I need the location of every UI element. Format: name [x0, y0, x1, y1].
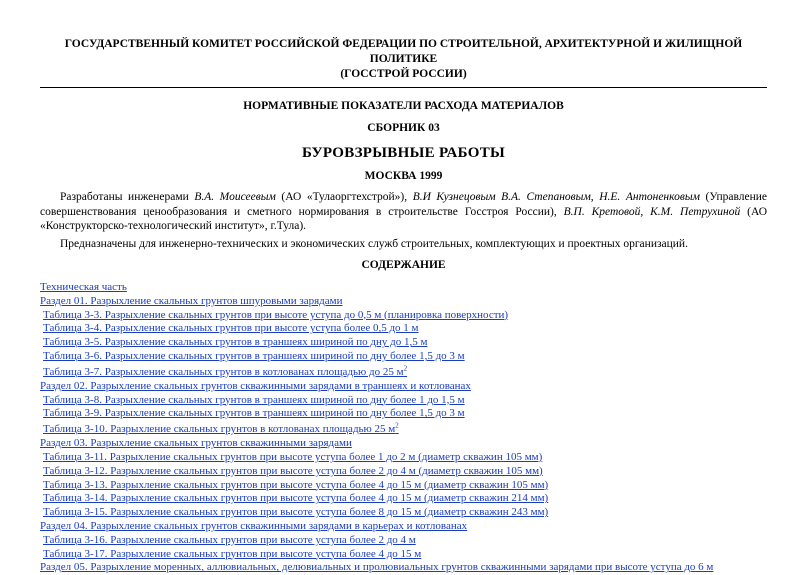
toc-link-table-3-13[interactable]: Таблица 3-13. Разрыхление скальных грунтов при высоте уступа более 4 до 15 м (диаметр скважин 105 мм) — [43, 478, 549, 491]
toc-link-table-3-9[interactable]: Таблица 3-9. Разрыхление скальных грунтов в траншеях шириной по дну более 1,5 до 3 м — [43, 407, 465, 420]
toc-link-section-01[interactable]: Раздел 01. Разрыхление скальных грунтов шпуровыми зарядами — [40, 294, 343, 307]
toc-link-table-3-6[interactable]: Таблица 3-6. Разрыхление скальных грунтов в траншеях шириной по дну более 1,5 до 3 м — [43, 349, 465, 362]
toc-link-technical-part[interactable]: Техническая часть — [40, 281, 127, 293]
toc-link-table-3-10[interactable]: Таблица 3-10. Разрыхление скальных грунтов в котлованах площадью 25 м$^2$ — [43, 421, 399, 436]
toc-link-table-3-5[interactable]: Таблица 3-5. Разрыхление скальных грунтов в траншеях шириной по дну до 1,5 м — [43, 336, 428, 349]
document-title: НОРМАТИВНЫЕ ПОКАЗАТЕЛИ РАСХОДА МАТЕРИАЛОВ — [243, 100, 564, 112]
toc-link-section-02[interactable]: Раздел 02. Разрыхление скальных грунтов скважинными зарядами в траншеях и котлованах — [40, 379, 471, 392]
toc-link-table-3-4[interactable]: Таблица 3-4. Разрыхление скальных грунтов при высоте уступа более 0,5 до 1 м — [43, 322, 419, 335]
toc-link-table-3-17[interactable]: Таблица 3-17. Разрыхление скальных грунтов при высоте уступа более 4 до 15 м — [43, 547, 422, 560]
document-page — [40, 0, 767, 575]
toc-link-table-3-8[interactable]: Таблица 3-8. Разрыхление скальных грунтов в траншеях шириной по дну более 1 до 1,5 м — [43, 393, 465, 406]
collection-number: СБОРНИК 03 — [367, 122, 440, 134]
author-names: В.А. Моисеевым — [194, 191, 276, 203]
agency-short-name: (ГОССТРОЙ РОССИИ) — [340, 68, 467, 80]
header-divider — [40, 87, 767, 88]
toc-link-table-3-16[interactable]: Таблица 3-16. Разрыхление скальных грунтов при высоте уступа более 2 до 4 м — [43, 533, 416, 546]
agency-name: ГОСУДАРСТВЕННЫЙ КОМИТЕТ РОССИЙСКОЙ ФЕДЕРАЦИИ ПО СТРОИТЕЛЬНОЙ, АРХИТЕКТУРНОЙ И ЖИЛИЩНОЙ ПОЛИТИКЕ — [64, 38, 743, 65]
publication-place-year: МОСКВА 1999 — [364, 170, 443, 182]
author-names: В.П. Кретовой, К.М. Петрухиной — [563, 205, 741, 218]
toc-link-table-3-11[interactable]: Таблица 3-11. Разрыхление скальных грунтов при высоте уступа более 1 до 2 м (диаметр скважин 105 мм) — [43, 450, 543, 463]
authors-text: (АО «Конструкторско-технологический институт», г.Тула). — [40, 205, 767, 232]
toc-link-table-3-3[interactable]: Таблица 3-3. Разрыхление скальных грунтов при высоте уступа до 0,5 м (планировка поверхности) — [43, 308, 509, 321]
author-names: В.И Кузнецовым В.А. Степановым, Н.Е. Антоненковым — [412, 191, 700, 203]
toc-link-table-3-14[interactable]: Таблица 3-14. Разрыхление скальных грунтов при высоте уступа более 4 до 15 м (диаметр скважин 214 мм) — [43, 492, 549, 505]
toc-link-section-05[interactable]: Раздел 05. Разрыхление моренных, аллювиальных, делювиальных и пролювиальных грунтов скважинными зарядами при высоте уступа до 6 м — [40, 561, 714, 574]
purpose-paragraph: Предназначены для инженерно-технических и экономических служб строительных, комплектующих и проектных организаций. — [60, 237, 688, 250]
agency-header — [40, 37, 767, 82]
toc-link-section-03[interactable]: Раздел 03. Разрыхление скальных грунтов скважинными зарядами — [40, 437, 352, 450]
authors-text: (АО «Тулаоргтехстрой»), — [275, 191, 413, 203]
authors-paragraph — [40, 190, 767, 234]
collection-title: БУРОВЗРЫВНЫЕ РАБОТЫ — [301, 145, 506, 161]
toc-heading: СОДЕРЖАНИЕ — [361, 259, 446, 271]
authors-text: Разработаны инженерами — [60, 191, 195, 203]
toc-link-table-3-7[interactable]: Таблица 3-7. Разрыхление скальных грунтов в котлованах площадью до 25 м$^2$ — [43, 364, 408, 378]
table-of-contents — [40, 281, 767, 575]
toc-link-section-04[interactable]: Раздел 04. Разрыхление скальных грунтов скважинными зарядами в карьерах и котлованах — [40, 519, 468, 532]
authors-text: (Управление совершенствования ценообразования и сметного нормирования в строительстве Госстроя России), — [40, 191, 768, 218]
toc-link-table-3-12[interactable]: Таблица 3-12. Разрыхление скальных грунтов при высоте уступа более 2 до 4 м (диаметр скважин 105 мм) — [43, 464, 543, 477]
toc-link-table-3-15[interactable]: Таблица 3-15. Разрыхление скальных грунтов при высоте уступа более 8 до 15 м (диаметр скважин 243 мм) — [43, 506, 549, 519]
